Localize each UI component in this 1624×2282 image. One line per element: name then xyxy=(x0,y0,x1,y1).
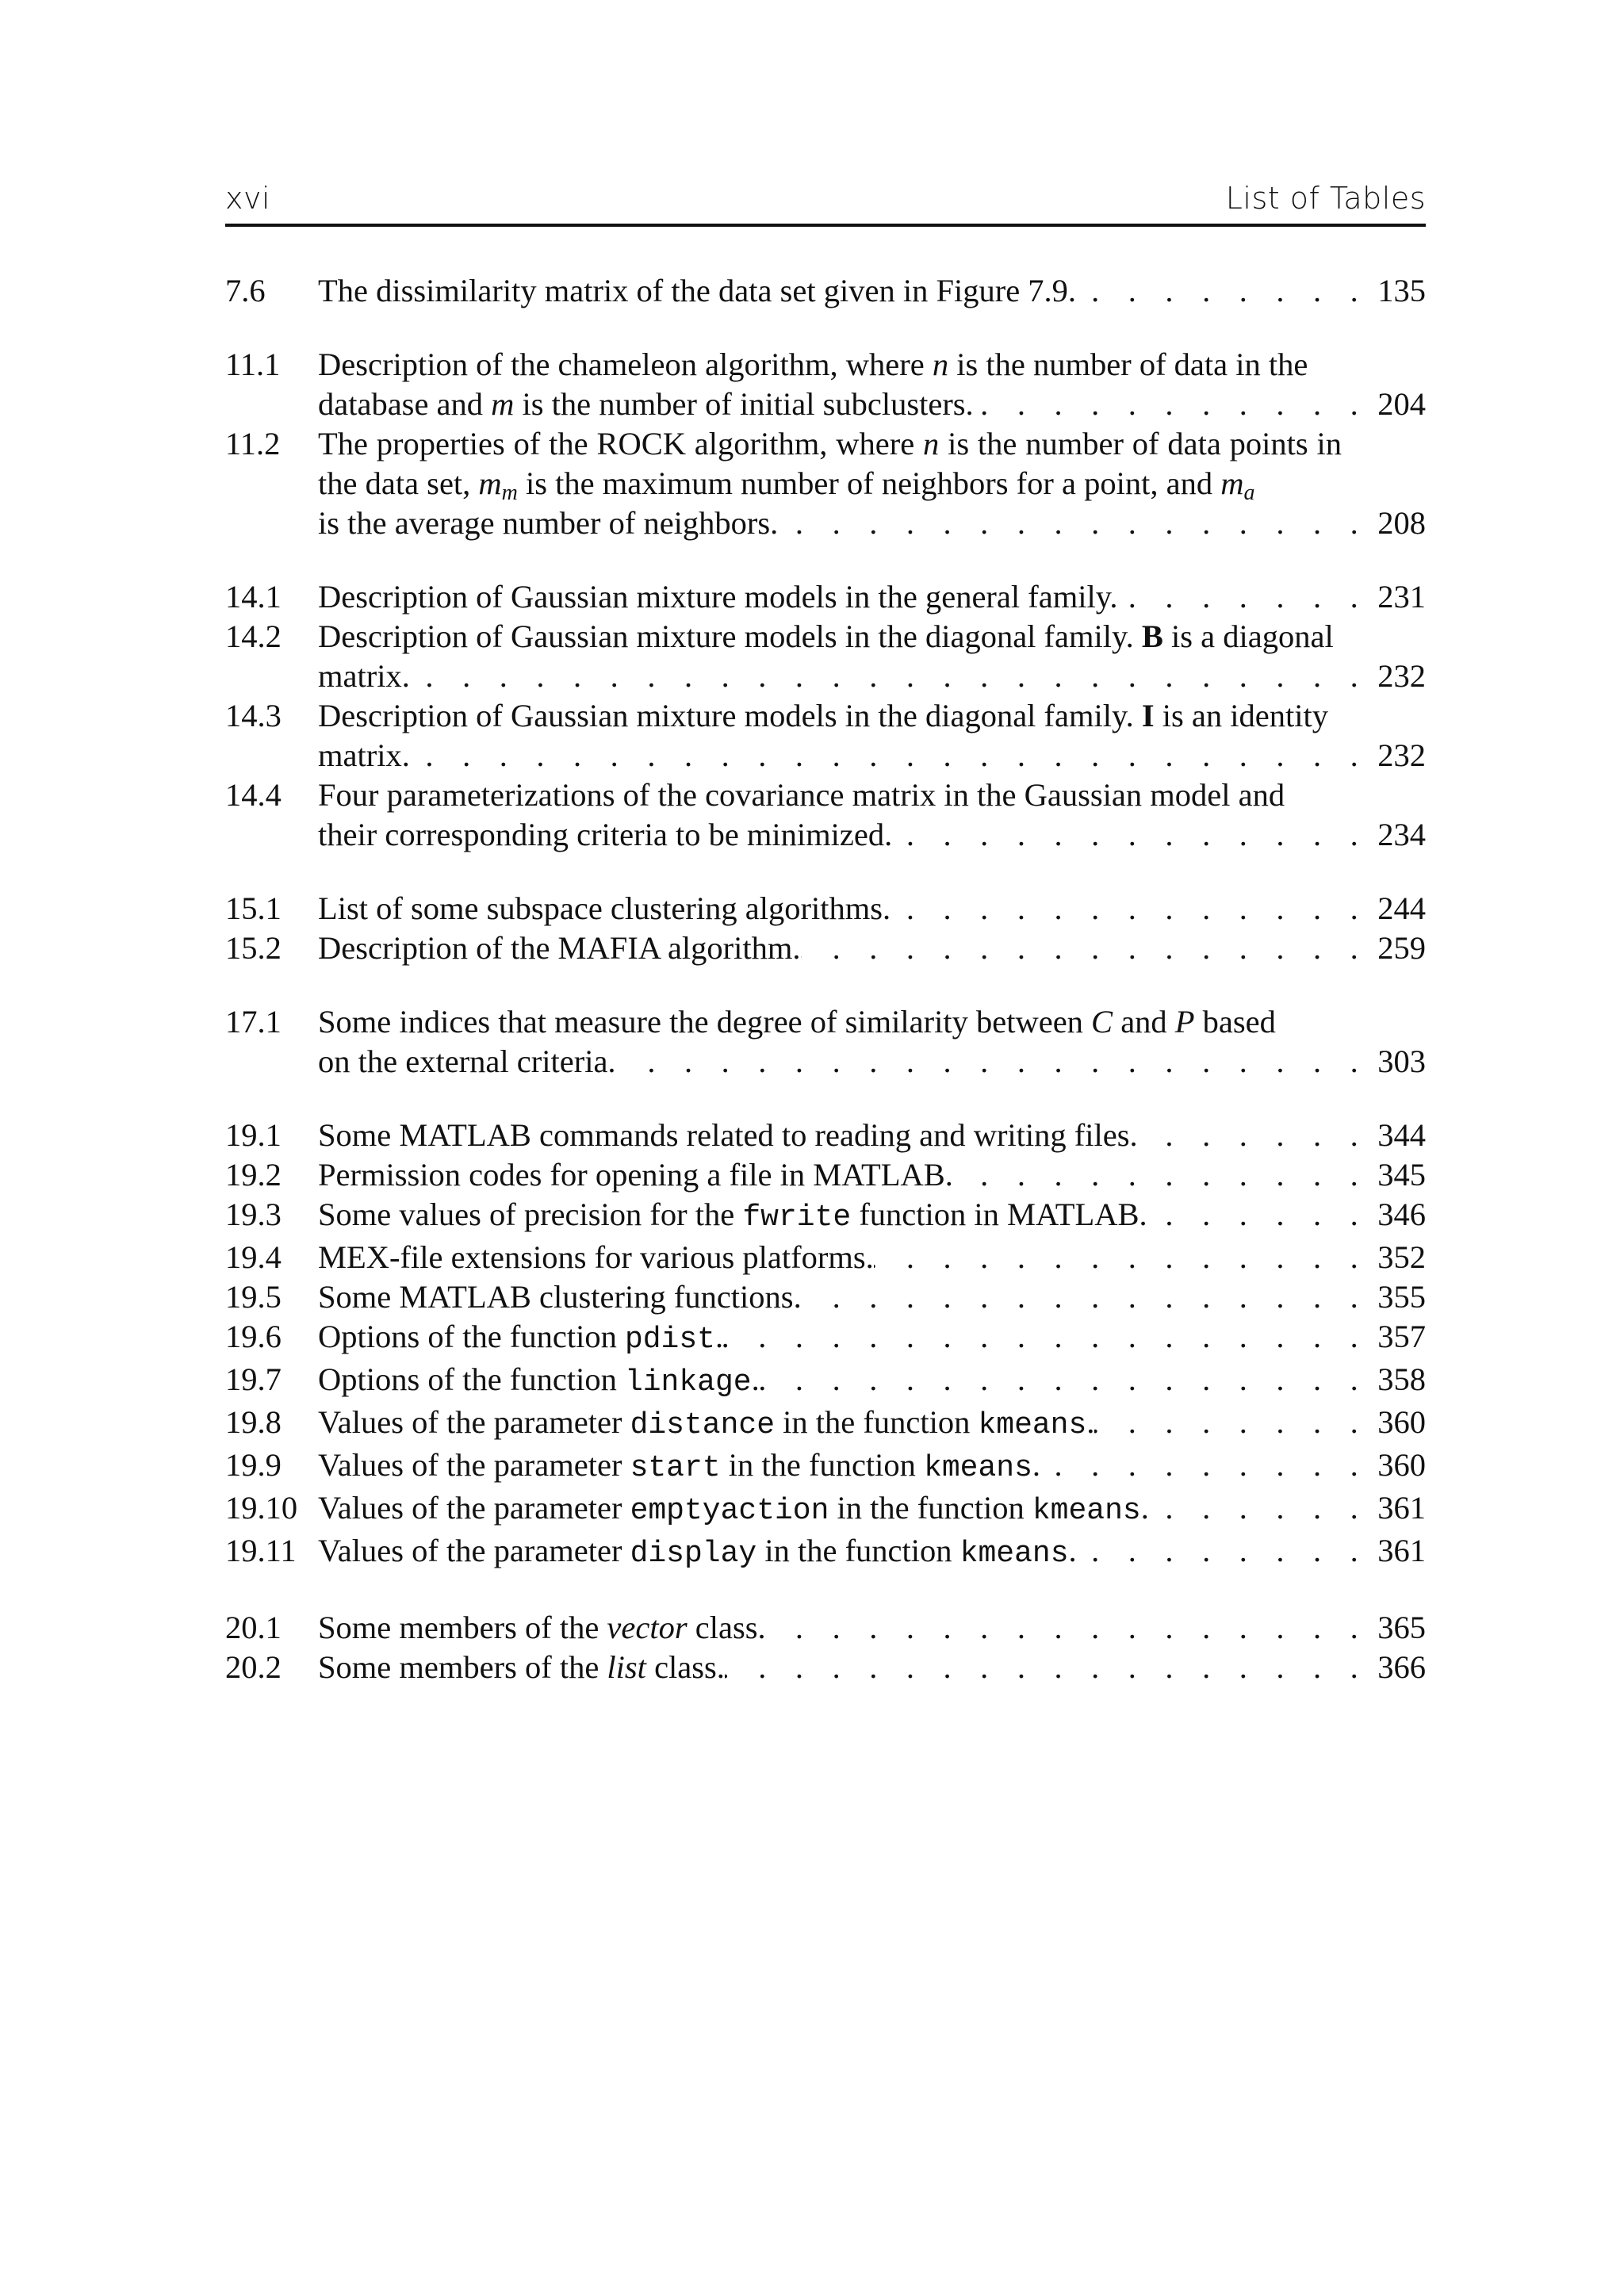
dot-leader xyxy=(802,1277,1377,1317)
dot-leader xyxy=(953,1155,1377,1195)
dot-leader xyxy=(725,1648,1377,1687)
toc-entry[interactable] xyxy=(225,889,1426,928)
toc-entry[interactable] xyxy=(225,1445,1426,1488)
dot-leader xyxy=(891,889,1377,928)
entry-title: Four parameterizations of the covariance matrix in the Gaussian model and xyxy=(318,777,1285,813)
entry-number: 14.3 xyxy=(225,698,282,733)
entry-page: 355 xyxy=(1377,1279,1426,1315)
entry-title: Options of the function linkage. xyxy=(318,1361,760,1399)
entry-number: 19.2 xyxy=(225,1157,282,1193)
entry-number: 19.5 xyxy=(225,1279,282,1315)
page-number: xvi xyxy=(225,181,271,216)
entry-title-end: is the average number of neighbors. xyxy=(318,505,779,541)
toc-entry[interactable] xyxy=(225,577,1426,617)
dot-leader xyxy=(1076,271,1377,311)
dot-leader xyxy=(723,1317,1377,1357)
entry-number: 19.4 xyxy=(225,1239,282,1275)
entry-title: Options of the function pdist. xyxy=(318,1319,724,1357)
entry-page: 234 xyxy=(1377,817,1426,852)
dot-leader xyxy=(892,815,1377,855)
code-token: linkage xyxy=(624,1365,752,1399)
code-token: kmeans xyxy=(924,1451,1032,1485)
entry-number: 19.10 xyxy=(225,1490,298,1526)
entry-number: 7.6 xyxy=(225,273,266,308)
toc-entry[interactable] xyxy=(225,1531,1426,1574)
entry-title: Some indices that measure the degree of similarity between C and P based xyxy=(318,1004,1276,1040)
entry-page: 232 xyxy=(1377,658,1426,694)
entry-page: 360 xyxy=(1377,1404,1426,1440)
dot-leader xyxy=(778,503,1377,543)
entry-page: 204 xyxy=(1377,386,1426,422)
entry-title-end: matrix. xyxy=(318,737,410,773)
toc-entry[interactable] xyxy=(225,1403,1426,1445)
toc-group-chapter-20 xyxy=(225,1608,1426,1687)
toc-group-chapter-14 xyxy=(225,577,1426,855)
entry-title: Some MATLAB commands related to reading and writing files. xyxy=(318,1117,1138,1153)
page-header xyxy=(225,179,1426,227)
entry-title: The properties of the ROCK algorithm, where n is the number of data points in the data set, $m_m$ is the maximum number of neighbors for a point, and $m_a$ xyxy=(318,426,1342,505)
toc-entry[interactable] xyxy=(225,617,1426,696)
entry-number: 11.2 xyxy=(225,426,281,461)
toc-entry[interactable] xyxy=(225,1488,1426,1531)
dot-leader xyxy=(1118,577,1377,617)
entry-page: 345 xyxy=(1377,1157,1426,1193)
code-token: pdist xyxy=(624,1323,715,1357)
entry-title: Some values of precision for the fwrite function in MATLAB. xyxy=(318,1197,1147,1235)
entry-title-end: database and m is the number of initial subclusters. xyxy=(318,386,974,422)
entry-title: MEX-file extensions for various platforms. xyxy=(318,1239,874,1275)
dot-leader xyxy=(974,385,1377,424)
entry-page: 366 xyxy=(1377,1649,1426,1685)
entry-title: Some MATLAB clustering functions. xyxy=(318,1279,802,1315)
dot-leader xyxy=(874,1238,1377,1277)
toc-entry[interactable] xyxy=(225,1317,1426,1360)
entry-number: 20.2 xyxy=(225,1649,282,1685)
dot-leader xyxy=(1094,1403,1377,1442)
entry-number: 19.8 xyxy=(225,1404,282,1440)
entry-page: 259 xyxy=(1377,930,1426,966)
entry-title: List of some subspace clustering algorithms. xyxy=(318,890,891,926)
code-token: fwrite xyxy=(742,1200,852,1235)
toc-entry[interactable] xyxy=(225,1238,1426,1277)
code-token: kmeans xyxy=(959,1537,1069,1571)
entry-number: 19.1 xyxy=(225,1117,282,1153)
entry-title: Some members of the vector class. xyxy=(318,1610,766,1645)
entry-page: 135 xyxy=(1377,273,1426,308)
toc-entry[interactable] xyxy=(225,1195,1426,1238)
entry-title-end: on the external criteria. xyxy=(318,1043,616,1079)
toc-entry[interactable] xyxy=(225,1608,1426,1648)
dot-leader xyxy=(1138,1116,1377,1155)
entry-page: 208 xyxy=(1377,505,1426,541)
entry-number: 19.11 xyxy=(225,1533,297,1568)
running-title: List of Tables xyxy=(1225,181,1426,216)
entry-number: 19.9 xyxy=(225,1447,282,1483)
list-of-tables xyxy=(225,271,1426,1721)
dot-leader xyxy=(410,736,1377,775)
entry-page: 361 xyxy=(1377,1490,1426,1526)
entry-title: Values of the parameter distance in the function kmeans. xyxy=(318,1404,1095,1442)
toc-entry[interactable] xyxy=(225,1002,1426,1082)
toc-entry[interactable] xyxy=(225,696,1426,775)
toc-group-chapter-15 xyxy=(225,889,1426,968)
toc-entry[interactable] xyxy=(225,1648,1426,1687)
entry-title: Description of Gaussian mixture models in the diagonal family. B is a diagonal xyxy=(318,618,1334,654)
entry-page: 357 xyxy=(1377,1319,1426,1354)
entry-title: Description of Gaussian mixture models in the general family. xyxy=(318,579,1118,615)
entry-number: 14.4 xyxy=(225,777,282,813)
code-token: emptyaction xyxy=(630,1494,829,1528)
entry-number: 20.1 xyxy=(225,1610,282,1645)
toc-entry[interactable] xyxy=(225,1155,1426,1195)
code-token: distance xyxy=(630,1408,776,1442)
entry-number: 15.2 xyxy=(225,930,282,966)
entry-page: 303 xyxy=(1377,1043,1426,1079)
entry-number: 19.7 xyxy=(225,1361,282,1397)
entry-page: 360 xyxy=(1377,1447,1426,1483)
toc-group-chapter-11 xyxy=(225,345,1426,543)
dot-leader xyxy=(766,1608,1377,1648)
entry-title: Description of Gaussian mixture models in the diagonal family. I is an identity xyxy=(318,698,1329,733)
code-token: display xyxy=(630,1537,757,1571)
entry-title-end: matrix. xyxy=(318,658,410,694)
toc-entry[interactable] xyxy=(225,1360,1426,1403)
entry-page: 358 xyxy=(1377,1361,1426,1397)
toc-entry[interactable] xyxy=(225,271,1426,311)
dot-leader xyxy=(616,1042,1377,1082)
toc-group-chapter-19 xyxy=(225,1116,1426,1574)
code-token: kmeans xyxy=(978,1408,1087,1442)
entry-number: 11.1 xyxy=(225,347,281,382)
entry-page: 344 xyxy=(1377,1117,1426,1153)
entry-title: The dissimilarity matrix of the data set given in Figure 7.9. xyxy=(318,273,1077,308)
toc-entry[interactable] xyxy=(225,1116,1426,1155)
entry-title: Values of the parameter start in the function kmeans. xyxy=(318,1447,1041,1485)
entry-page: 231 xyxy=(1377,579,1426,615)
entry-page: 365 xyxy=(1377,1610,1426,1645)
entry-number: 15.1 xyxy=(225,890,282,926)
entry-title: Description of the MAFIA algorithm. xyxy=(318,930,801,966)
entry-title: Some members of the list class. xyxy=(318,1649,725,1685)
dot-leader xyxy=(410,657,1377,696)
entry-page: 352 xyxy=(1377,1239,1426,1275)
dot-leader xyxy=(760,1360,1377,1399)
entry-title: Description of the chameleon algorithm, where n is the number of data in the xyxy=(318,347,1308,382)
entry-title: Values of the parameter display in the function kmeans. xyxy=(318,1533,1077,1571)
toc-entry[interactable] xyxy=(225,1277,1426,1317)
toc-entry[interactable] xyxy=(225,928,1426,968)
dot-leader xyxy=(1147,1195,1377,1235)
entry-title: Permission codes for opening a file in MATLAB. xyxy=(318,1157,953,1193)
entry-title: Values of the parameter emptyaction in the function kmeans. xyxy=(318,1490,1149,1528)
entry-title-end: their corresponding criteria to be minimized. xyxy=(318,817,893,852)
dot-leader xyxy=(1040,1445,1377,1485)
dot-leader xyxy=(801,928,1377,968)
toc-entry[interactable] xyxy=(225,424,1426,543)
code-token: kmeans xyxy=(1032,1494,1141,1528)
entry-number: 19.6 xyxy=(225,1319,282,1354)
entry-number: 14.1 xyxy=(225,579,282,615)
dot-leader xyxy=(1149,1488,1377,1528)
entry-number: 19.3 xyxy=(225,1197,282,1232)
toc-entry[interactable] xyxy=(225,775,1426,855)
entry-page: 346 xyxy=(1377,1197,1426,1232)
code-token: start xyxy=(630,1451,721,1485)
toc-group-chapter-7 xyxy=(225,271,1426,311)
entry-number: 17.1 xyxy=(225,1004,282,1040)
dot-leader xyxy=(1077,1531,1377,1571)
entry-number: 14.2 xyxy=(225,618,282,654)
entry-page: 244 xyxy=(1377,890,1426,926)
entry-page: 232 xyxy=(1377,737,1426,773)
toc-entry[interactable] xyxy=(225,345,1426,424)
entry-page: 361 xyxy=(1377,1533,1426,1568)
toc-group-chapter-17 xyxy=(225,1002,1426,1082)
